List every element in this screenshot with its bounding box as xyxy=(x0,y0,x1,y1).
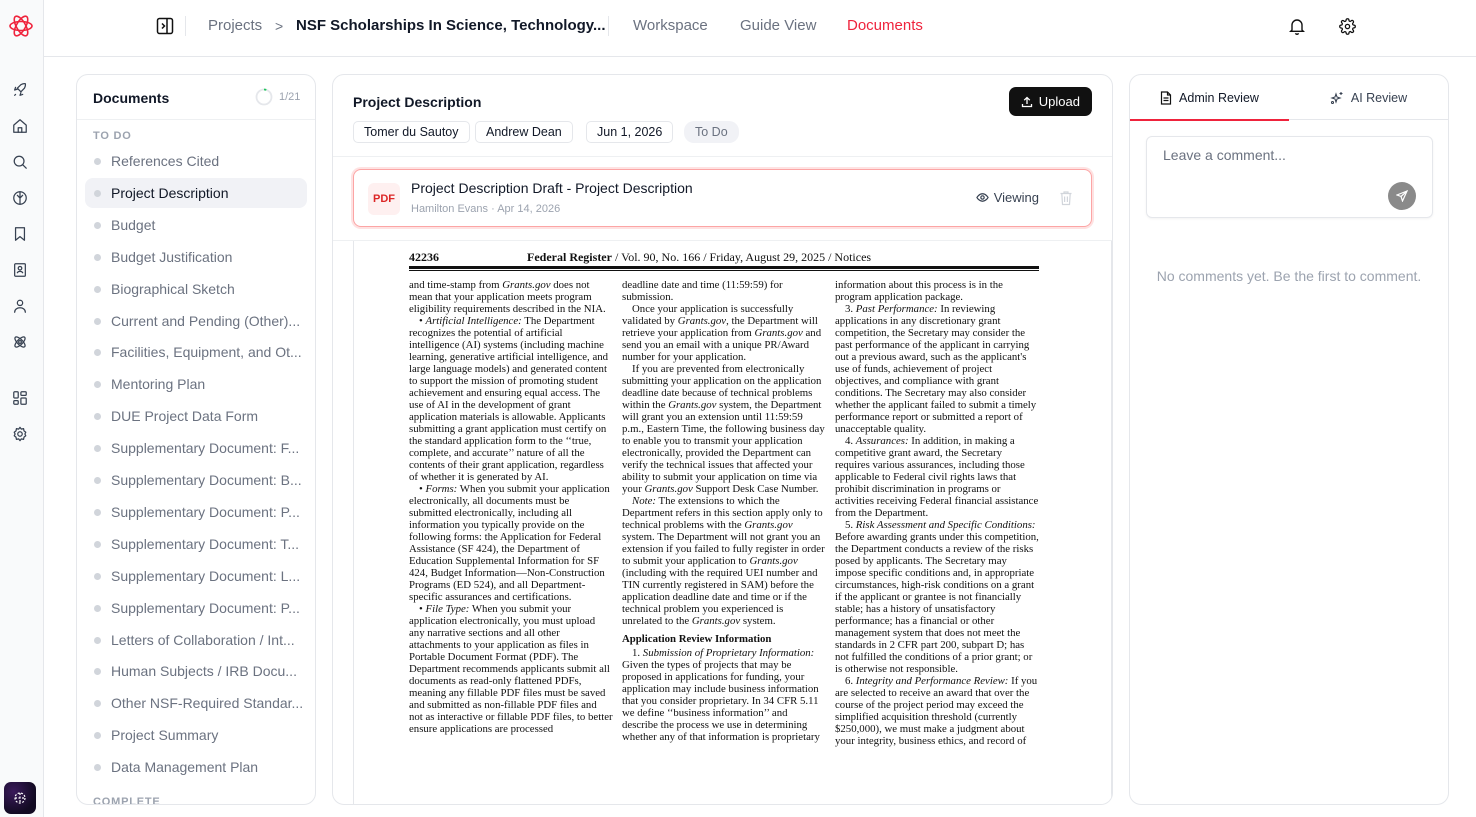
home-icon[interactable] xyxy=(11,117,29,135)
file-name: Project Description Draft - Project Description xyxy=(411,180,693,196)
contacts-book-icon[interactable] xyxy=(11,261,29,279)
status-badge[interactable]: To Do xyxy=(684,121,739,143)
pdf-viewer[interactable] xyxy=(353,241,1112,805)
document-list-item[interactable] xyxy=(85,146,307,176)
sparkles-icon xyxy=(1330,91,1344,105)
pdf-header-rule xyxy=(409,270,1039,271)
document-list-item-label: Other NSF-Required Standar... xyxy=(111,695,304,712)
pdf-paragraph: 5. Risk Assessment and Specific Conditions: Before awarding grants under this competition, the Department conducts a review of the risks posed by applicants. The Secretary may impose specific conditions and, in appropriate circumstances, high-risk conditions on a grant if the applicant or grantee is not financially stable; has a history of unsatisfactory performance; has a financial or other management system that does not meet the standards in 2 CFR part 200, subpart D; has not fulfilled the conditions of a prior grant; or is otherwise not responsible. xyxy=(835,519,1039,675)
document-list-item-label: Letters of Collaboration / Int... xyxy=(111,631,295,648)
document-list-item[interactable] xyxy=(85,529,307,559)
status-dot-icon xyxy=(94,381,101,388)
user-icon[interactable] xyxy=(11,297,29,315)
document-list-item-label: References Cited xyxy=(111,153,220,169)
document-list-item[interactable] xyxy=(85,720,307,750)
document-list-item-label: Human Subjects / IRB Docu... xyxy=(111,663,297,680)
tab-documents[interactable]: Documents xyxy=(847,17,923,34)
due-date-chip[interactable]: Jun 1, 2026 xyxy=(586,121,673,143)
status-dot-icon xyxy=(94,413,101,420)
pdf-paragraph: 6. Integrity and Performance Review: If you are selected to receive an award that over the course of the project period may exceed the simplified acquisition threshold (currently $250,000), we must make a judgment about your integrity, business ethics, and record of xyxy=(835,675,1038,747)
status-dot-icon xyxy=(94,573,101,580)
pdf-paragraph: deadline date and time (11:59:59) for submission. xyxy=(622,279,783,303)
document-list-item[interactable] xyxy=(85,593,307,623)
divider xyxy=(333,156,1112,157)
pdf-file-icon: PDF xyxy=(368,183,400,215)
document-list-item-label: DUE Project Data Form xyxy=(111,408,259,425)
review-panel xyxy=(1129,74,1449,805)
documents-panel-title: Documents xyxy=(93,90,170,106)
status-dot-icon xyxy=(94,605,101,612)
status-dot-icon xyxy=(94,732,101,739)
status-dot-icon xyxy=(94,700,101,707)
section-label-todo: TO DO xyxy=(93,130,132,142)
pdf-paragraph: If you are prevented from electronically submitting your application on the application deadline date because of technical problems within the Grants.gov system, the Department will grant you an extension until 11:59:59 p.m., Eastern Time, the following business day to enable you to transmit your application electronically, provided the Department can verify the technical issues that affected your ability to submit your application on time via your Grants.gov Support Desk Case Number. xyxy=(622,363,825,495)
pdf-column-3 xyxy=(835,279,1039,747)
status-dot-icon xyxy=(94,190,101,197)
document-list-item-label: Mentoring Plan xyxy=(111,376,206,393)
breadcrumb-current-project: NSF Scholarships In Science, Technology... xyxy=(296,17,606,34)
document-list-item[interactable] xyxy=(85,242,307,272)
tab-guide-view[interactable]: Guide View xyxy=(740,17,817,34)
document-list-item[interactable] xyxy=(85,401,307,431)
empty-comments-message: No comments yet. Be the first to comment. xyxy=(1156,268,1422,284)
pdf-section-heading: Application Review Information xyxy=(622,633,772,645)
document-list-item[interactable] xyxy=(85,433,307,463)
status-dot-icon xyxy=(94,318,101,325)
comment-input[interactable] xyxy=(1147,137,1432,217)
documents-panel-header xyxy=(77,75,315,120)
status-dot-icon xyxy=(94,764,101,771)
breadcrumb-projects[interactable]: Projects xyxy=(208,17,263,34)
documents-panel xyxy=(76,74,316,805)
bell-icon[interactable] xyxy=(1288,17,1306,35)
upload-icon xyxy=(1021,96,1033,108)
upload-label: Upload xyxy=(1038,94,1080,109)
status-dot-icon xyxy=(94,541,101,548)
tab-admin-review[interactable] xyxy=(1130,75,1289,120)
viewing-indicator xyxy=(976,190,1039,205)
document-list-item[interactable] xyxy=(85,210,307,240)
atom-icon[interactable] xyxy=(11,333,29,351)
send-comment-button[interactable] xyxy=(1388,182,1416,210)
document-list-item-label: Supplementary Document: L... xyxy=(111,567,301,584)
top-bar xyxy=(44,0,1476,57)
document-list-item[interactable] xyxy=(85,625,307,655)
pdf-paragraph: 3. Past Performance: In reviewing applications in any discretionary grant competition, the Secretary may consider the past performance of the applicant in carrying out a previous award, such as the applicant's use of funds, achievement of project objectives, and compliance with grant conditions. The Secretary may also consider whether the applicant failed to submit a timely performance report or submitted a report of unacceptable quality. xyxy=(835,303,1037,435)
document-icon xyxy=(1160,91,1172,105)
file-meta: Hamilton Evans · Apr 14, 2026 xyxy=(411,203,561,215)
pdf-paragraph: Once your application is successfully validated by Grants.gov, the Department will retrieve your application from Grants.gov and send you an email with a unique PR/Award number for your application. xyxy=(622,303,822,363)
bookmark-icon[interactable] xyxy=(11,225,29,243)
send-icon xyxy=(1396,190,1408,202)
document-list-item-label: Current and Pending (Other)... xyxy=(111,312,301,329)
pdf-page-number: 42236 xyxy=(409,250,439,264)
document-list-item[interactable] xyxy=(85,306,307,336)
upload-button[interactable] xyxy=(1009,87,1092,116)
tab-label: AI Review xyxy=(1350,90,1408,105)
document-title: Project Description xyxy=(353,94,482,110)
document-detail-panel xyxy=(332,74,1113,805)
pdf-paragraph: information about this process is in the program application package. xyxy=(835,279,1003,303)
pdf-paragraph: 4. Assurances: In addition, in making a competitive grant award, the Secretary requires various assurances, including those applicable to Federal civil rights laws that prohibit discrimination in programs or activities receiving Federal financial assistance from the Department. xyxy=(835,435,1039,519)
pdf-paragraph: Note: The extensions to which the Department refers in this section apply only to technical problems with the Grants.gov system. The Department will not grant you an extension if you failed to fully register in order to submit your application to Grants.gov (including with the required UEI number and TIN currently registered in SAM) before the application deadline date and time or if the technical problem you experienced is unrelated to the Grants.gov system. xyxy=(622,495,825,627)
document-list-item[interactable] xyxy=(85,274,307,304)
sidebar-toggle-icon[interactable] xyxy=(156,17,174,35)
settings-gear-icon[interactable] xyxy=(1338,17,1356,35)
status-dot-icon xyxy=(94,349,101,356)
breadcrumb-chevron-icon: > xyxy=(275,18,284,34)
document-list-item-label: Supplementary Document: P... xyxy=(111,599,300,616)
dashboard-icon[interactable] xyxy=(11,389,29,407)
document-list-item-label: Supplementary Document: T... xyxy=(111,535,300,552)
document-list-item-label: Data Management Plan xyxy=(111,759,259,776)
document-list-item-label: Supplementary Document: F... xyxy=(111,440,300,457)
status-dot-icon xyxy=(94,509,101,516)
document-list-item-label: Project Description xyxy=(111,184,229,201)
pdf-paragraph: • Artificial Intelligence: The Department recognizes the potential of artificial intelligence (AI) systems (including machine learning, generative artificial intelligence, and large language models) and generated content to support the mission of promoting student achievement and ensuring equal access. The use of AI in the development of grant application materials is allowable. Applicants submitting a grant application must certify on the standard application form to the ‘‘true, complete, and accurate’’ nature of all the contents of their grant application, regardless of whether it is generated by AI. xyxy=(409,315,609,483)
section-label-complete: COMPLETE xyxy=(93,796,161,805)
tab-ai-review[interactable] xyxy=(1289,75,1448,120)
assignee-chip[interactable]: Tomer du Sautoy xyxy=(353,121,470,143)
assignee-chip[interactable]: Andrew Dean xyxy=(475,121,573,143)
trash-icon[interactable] xyxy=(1059,190,1073,206)
pdf-paragraph: and time-stamp from Grants.gov does not mean that your application meets program eligibility requirements described in the NIA. xyxy=(409,279,606,315)
document-list-item-label: Facilities, Equipment, and Ot... xyxy=(111,344,302,361)
status-dot-icon xyxy=(94,254,101,261)
search-icon[interactable] xyxy=(11,153,29,171)
pdf-running-title: Federal Register / Vol. 90, No. 166 / Friday, August 29, 2025 / Notices xyxy=(527,250,872,264)
document-list-item[interactable] xyxy=(85,178,307,208)
status-dot-icon xyxy=(94,477,101,484)
pdf-column-1 xyxy=(409,279,613,735)
document-list-item-label: Supplementary Document: B... xyxy=(111,472,302,488)
document-list-item-label: Budget xyxy=(111,216,156,233)
comment-box xyxy=(1146,136,1433,218)
document-list-item-label: Project Summary xyxy=(111,727,219,744)
status-dot-icon xyxy=(94,637,101,644)
document-list-item[interactable] xyxy=(85,337,307,367)
pdf-column-2 xyxy=(622,279,826,743)
eye-icon xyxy=(976,191,989,204)
divider xyxy=(185,16,186,36)
settings-icon[interactable] xyxy=(11,425,29,443)
documents-progress-count: 1/21 xyxy=(279,91,301,103)
tab-label: Admin Review xyxy=(1179,90,1259,105)
document-list-item[interactable] xyxy=(85,752,307,782)
document-list-item-label: Supplementary Document: P... xyxy=(111,503,300,520)
status-dot-icon xyxy=(94,158,101,165)
divider xyxy=(608,16,609,36)
review-tabs xyxy=(1130,75,1448,120)
status-dot-icon xyxy=(94,222,101,229)
pdf-paragraph: • File Type: When you submit your application electronically, you must upload any narrative sections and all other attachments to your application as files in Portable Document Format (PDF). The Department recommends applicants submit all documents as read-only flattened PDFs, meaning any fillable PDF files must be saved and submitted as non-fillable PDF files and not as interactive or fillable PDF files, to better ensure applications are processed xyxy=(409,603,613,735)
pdf-paragraph: 1. Submission of Proprietary Information: Given the types of projects that may be proposed in applications for funding, your application may include business information that you consider proprietary. In 34 CFR 5.11 we define ‘‘business information’’ and describe the process we use in determining whether any of that information is proprietary xyxy=(622,647,820,743)
rocket-icon[interactable] xyxy=(11,81,29,99)
progress-ring-icon xyxy=(255,88,273,106)
atom-logo-icon[interactable] xyxy=(6,11,36,41)
status-dot-icon xyxy=(94,286,101,293)
document-list-item[interactable] xyxy=(85,688,307,718)
pdf-header-rule xyxy=(409,266,1039,269)
pdf-page-header xyxy=(409,250,1039,264)
status-dot-icon xyxy=(94,668,101,675)
brain-icon[interactable] xyxy=(11,189,29,207)
tab-workspace[interactable]: Workspace xyxy=(633,17,708,34)
document-list-item-label: Biographical Sketch xyxy=(111,280,235,297)
document-list-item[interactable] xyxy=(85,465,307,495)
document-list-item[interactable] xyxy=(85,561,307,591)
document-list-item[interactable] xyxy=(85,369,307,399)
workspace-app-icon[interactable] xyxy=(4,782,36,814)
status-dot-icon xyxy=(94,445,101,452)
document-list-item[interactable] xyxy=(85,656,307,686)
viewing-label: Viewing xyxy=(993,190,1039,205)
left-nav-rail xyxy=(0,0,44,817)
pdf-paragraph: • Forms: When you submit your application electronically, all documents must be submitted electronically, including all information you typically provide on the following forms: the Application for Federal Assistance (SF 424), the Department of Education Supplemental Information for SF 424, Budget Information—Non-Construction Programs (ED 524), and all Department-specific assurances and certifications. xyxy=(409,483,610,603)
document-list-item[interactable] xyxy=(85,497,307,527)
document-list-item-label: Budget Justification xyxy=(111,248,233,265)
file-card[interactable] xyxy=(353,169,1092,227)
